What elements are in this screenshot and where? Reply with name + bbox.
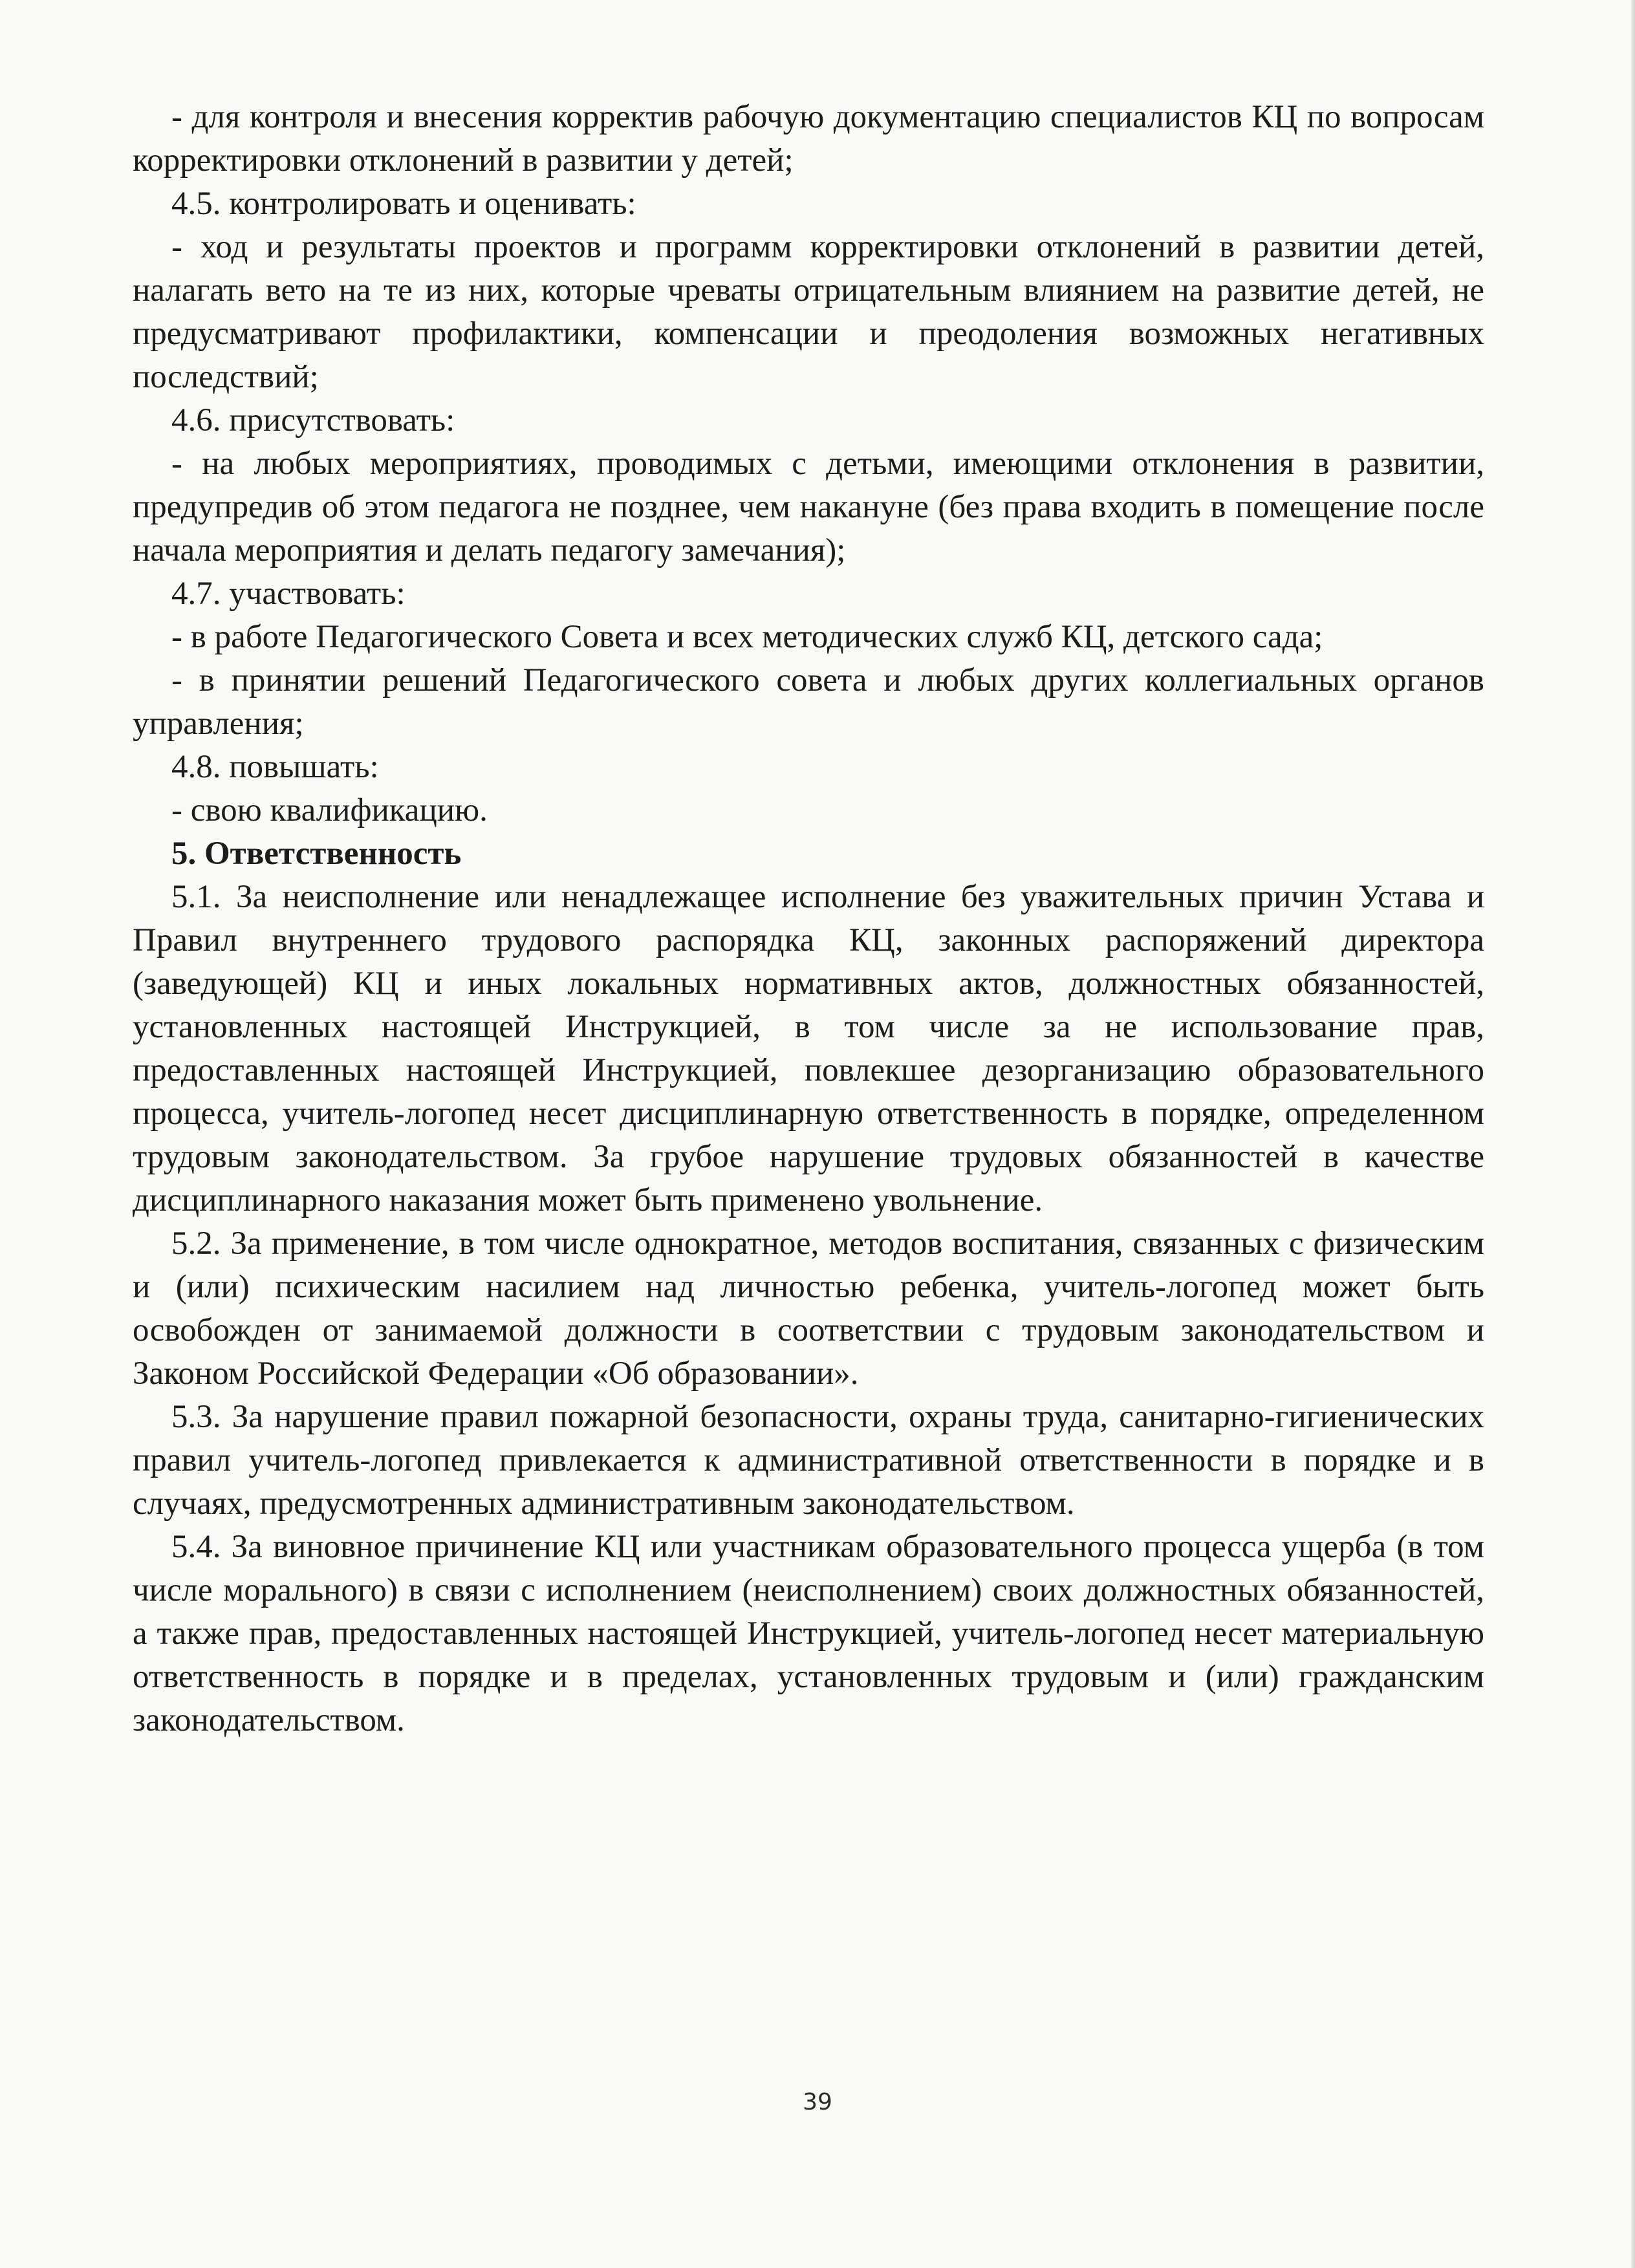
scan-edge-shadow xyxy=(1631,0,1635,2268)
paragraph-4-7-heading: 4.7. участвовать: xyxy=(171,576,406,612)
paragraph-5-1: 5.1. За неисполнение или ненадлежащее исполнение без уважительных причин Устава и Правил внутреннего трудового распорядка КЦ, законных распоряжений директора (заведующей) КЦ и иных локальных нормативных актов, должностных обязанностей, установленных настоящей Инструкцией, в том числе за не использование прав, предоставленных настоящей Инструкцией, повлекшее дезорганизацию образовательного процесса, учитель-логопед несет дисциплинарную ответственность в порядке, определенном трудовым законодательством. За грубое нарушение трудовых обязанностей в качестве дисциплинарного наказания может быть применено увольнение. xyxy=(133,879,1484,1218)
paragraph-4-7-item-1: - в работе Педагогического Совета и всех методических служб КЦ, детского сада; xyxy=(171,619,1323,655)
document-body xyxy=(133,96,1484,1742)
section-5-heading: 5. Ответственность xyxy=(171,836,462,872)
paragraph-4-6-heading: 4.6. присутствовать: xyxy=(171,402,455,438)
paragraph-5-4: 5.4. За виновное причинение КЦ или участникам образовательного процесса ущерба (в том числе морального) в связи с исполнением (неисполнением) своих должностных обязанностей, а также прав, предоставленных настоящей Инструкцией, учитель-логопед несет материальную ответственность в порядке и в пределах, установленных трудовым и (или) гражданским законодательством. xyxy=(133,1529,1484,1738)
paragraph-4-8-body: - свою квалификацию. xyxy=(171,792,488,828)
paragraph-4-8-heading: 4.8. повышать: xyxy=(171,749,379,785)
paragraph-4-5-heading: 4.5. контролировать и оценивать: xyxy=(171,186,636,222)
paragraph-5-2: 5.2. За применение, в том числе однократное, методов воспитания, связанных с физическим и (или) психическим насилием над личностью ребенка, учитель-логопед может быть освобожден от занимаемой должности в соответствии с трудовым законодательством и Законом Российской Федерации «Об образовании». xyxy=(133,1226,1484,1392)
paragraph-4-7-item-2: - в принятии решений Педагогического совета и любых других коллегиальных органов управления; xyxy=(133,662,1484,742)
paragraph-4-6-body: - на любых мероприятиях, проводимых с детьми, имеющими отклонения в развитии, предупредив об этом педагога не позднее, чем накануне (без права входить в помещение после начала мероприятия и делать педагогу замечания); xyxy=(133,446,1484,568)
paragraph-5-3: 5.3. За нарушение правил пожарной безопасности, охраны труда, санитарно-гигиенических правил учитель-логопед привлекается к административной ответственности в порядке и в случаях, предусмотренных административным законодательством. xyxy=(133,1399,1484,1522)
page-number: 39 xyxy=(803,2089,832,2115)
paragraph-4-5-body: - ход и результаты проектов и программ корректировки отклонений в развитии детей, налагать вето на те из них, которые чреваты отрицательным влиянием на развитие детей, не предусматривают профилактики, компенсации и преодоления возможных негативных последствий; xyxy=(133,229,1484,395)
paragraph-control-documentation: - для контроля и внесения корректив рабочую документацию специалистов КЦ по вопросам корректировки отклонений в развитии у детей; xyxy=(133,99,1484,178)
